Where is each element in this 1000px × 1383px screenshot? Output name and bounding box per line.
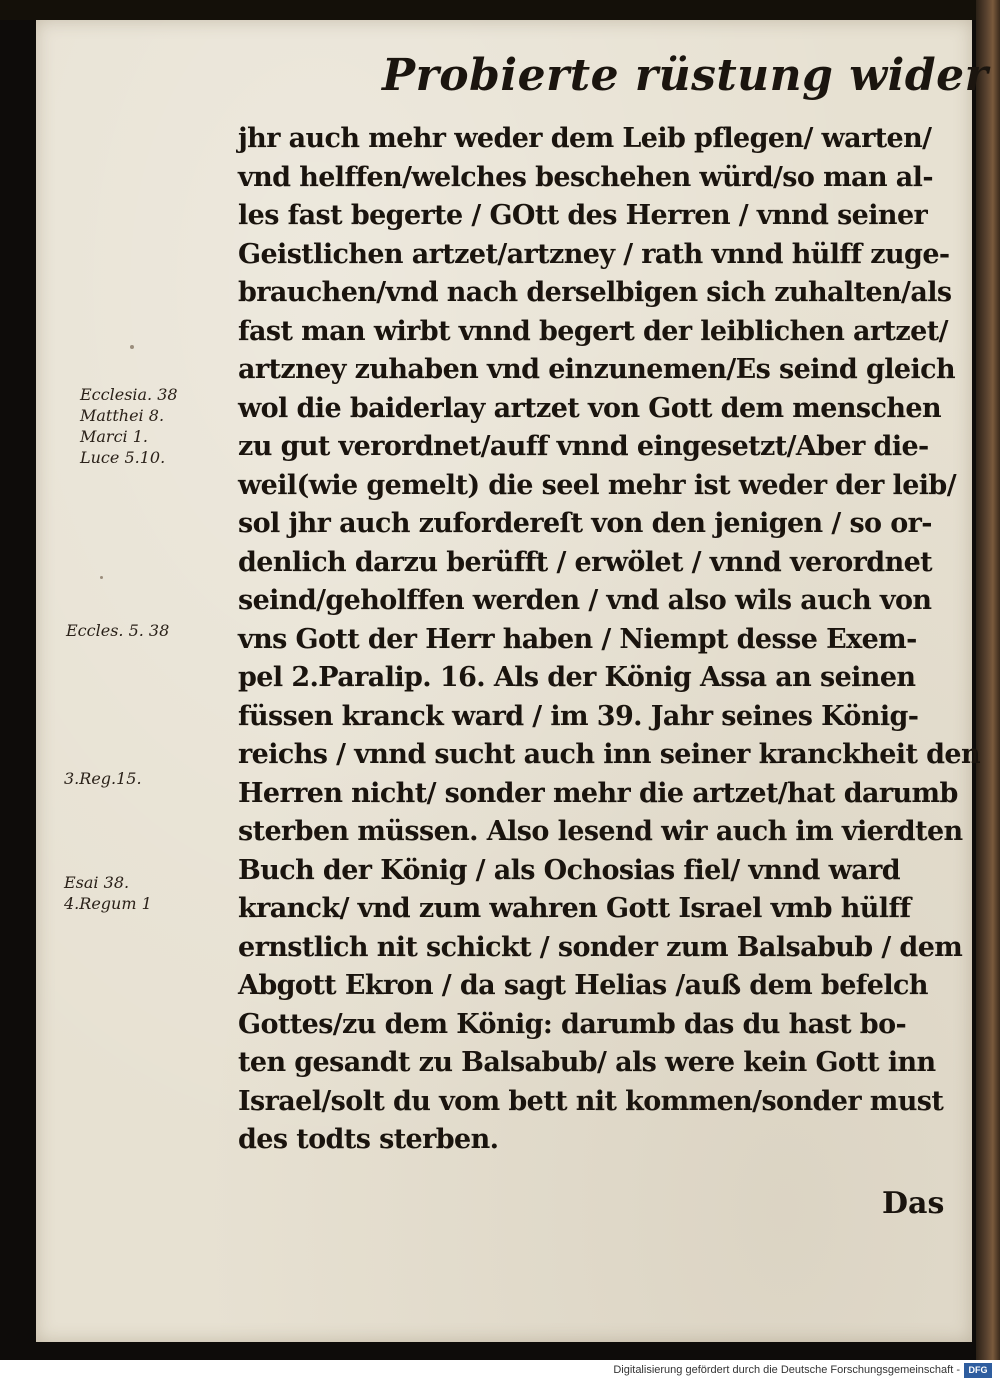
- marginal-note-line: 3.Reg.15.: [64, 769, 142, 788]
- text-line: weil(wie gemelt) die seel mehr ist weder der leib/: [238, 469, 956, 501]
- marginal-note-line: 4.Regum 1: [64, 894, 152, 913]
- paper-speck: [100, 576, 103, 579]
- text-line: seind/geholffen werden / vnd also wils auch von: [238, 585, 932, 616]
- text-line: vnd helffen/welches beschehen würd/so man al-: [238, 161, 933, 193]
- marginal-note-line: Esai 38.: [64, 873, 130, 892]
- text-line: Israel/solt du vom bett nit kommen/sonder must: [238, 1085, 944, 1117]
- text-line: Geistlichen artzet/artzney / rath vnnd hülff zuge-: [238, 238, 950, 270]
- marginal-note: [64, 872, 206, 914]
- catchword: Das: [882, 1186, 945, 1221]
- text-line: wol die baiderlay artzet von Gott dem menschen: [238, 392, 941, 424]
- text-line: jhr auch mehr weder dem Leib pflegen/ warten/: [238, 123, 932, 154]
- book-page: [36, 20, 989, 1342]
- text-line: des todts sterben.: [238, 1124, 499, 1155]
- marginal-note-line: Matthei 8.: [80, 406, 165, 425]
- text-line: Herren nicht/ sonder mehr die artzet/hat darumb: [238, 777, 958, 809]
- text-line: ernstlich nit schickt / sonder zum Balsabub / dem: [238, 931, 963, 963]
- marginal-note: [66, 620, 208, 641]
- text-line: fast man wirbt vnnd begert der leiblichen artzet/: [238, 315, 948, 347]
- marginal-note: [64, 768, 206, 789]
- running-head: Probierte rüstung wider: [382, 50, 989, 101]
- book-edge: [976, 0, 1000, 1360]
- marginal-note-line: Luce 5.10.: [80, 448, 166, 467]
- text-line: vns Gott der Herr haben / Niempt desse Exem-: [238, 623, 917, 655]
- text-line: les fast begerte / GOtt des Herren / vnnd seiner: [238, 200, 928, 231]
- marginal-note-line: Marci 1.: [80, 427, 148, 446]
- text-line: sterben müssen. Also lesend wir auch im vierdten: [238, 816, 963, 847]
- text-line: Abgott Ekron / da sagt Helias /auß dem befelch: [238, 970, 928, 1001]
- text-line: reichs / vnnd sucht auch inn seiner kranckheit den: [238, 739, 981, 770]
- text-line: brauchen/vnd nach derselbigen sich zuhalten/als: [238, 277, 952, 308]
- text-line: Gottes/zu dem König: darumb das du hast bo-: [238, 1008, 907, 1040]
- text-line: pel 2.Paralip. 16. Als der König Assa an seinen: [238, 662, 916, 693]
- text-line: artzney zuhaben vnd einzunemen/Es seind gleich: [238, 354, 956, 385]
- text-line: denlich darzu berüfft / erwölet / vnnd verordnet: [238, 546, 933, 578]
- marginal-note-line: Ecclesia. 38: [80, 385, 178, 404]
- text-line: sol jhr auch zufordereſt von den jenigen / so or-: [238, 508, 932, 539]
- dfg-logo: DFG: [964, 1363, 992, 1378]
- paper-speck: [130, 345, 134, 349]
- funding-credit: Digitalisierung gefördert durch die Deutsche Forschungsgemeinschaft -: [613, 1364, 960, 1376]
- body-text: [238, 120, 981, 1160]
- text-line: kranck/ vnd zum wahren Gott Israel vmb hülff: [238, 893, 911, 924]
- text-line: Buch der König / als Ochosias fiel/ vnnd ward: [238, 854, 901, 886]
- marginal-note-line: Eccles. 5. 38: [66, 621, 170, 640]
- digitization-footer: [0, 1360, 1000, 1383]
- scan-background-top: [0, 0, 1000, 20]
- text-line: füssen kranck ward / im 39. Jahr seines König-: [238, 700, 919, 732]
- text-line: zu gut verordnet/auff vnnd eingesetzt/Aber die-: [238, 431, 929, 462]
- marginal-note: [80, 384, 222, 468]
- text-line: ten gesandt zu Balsabub/ als were kein Gott inn: [238, 1047, 936, 1078]
